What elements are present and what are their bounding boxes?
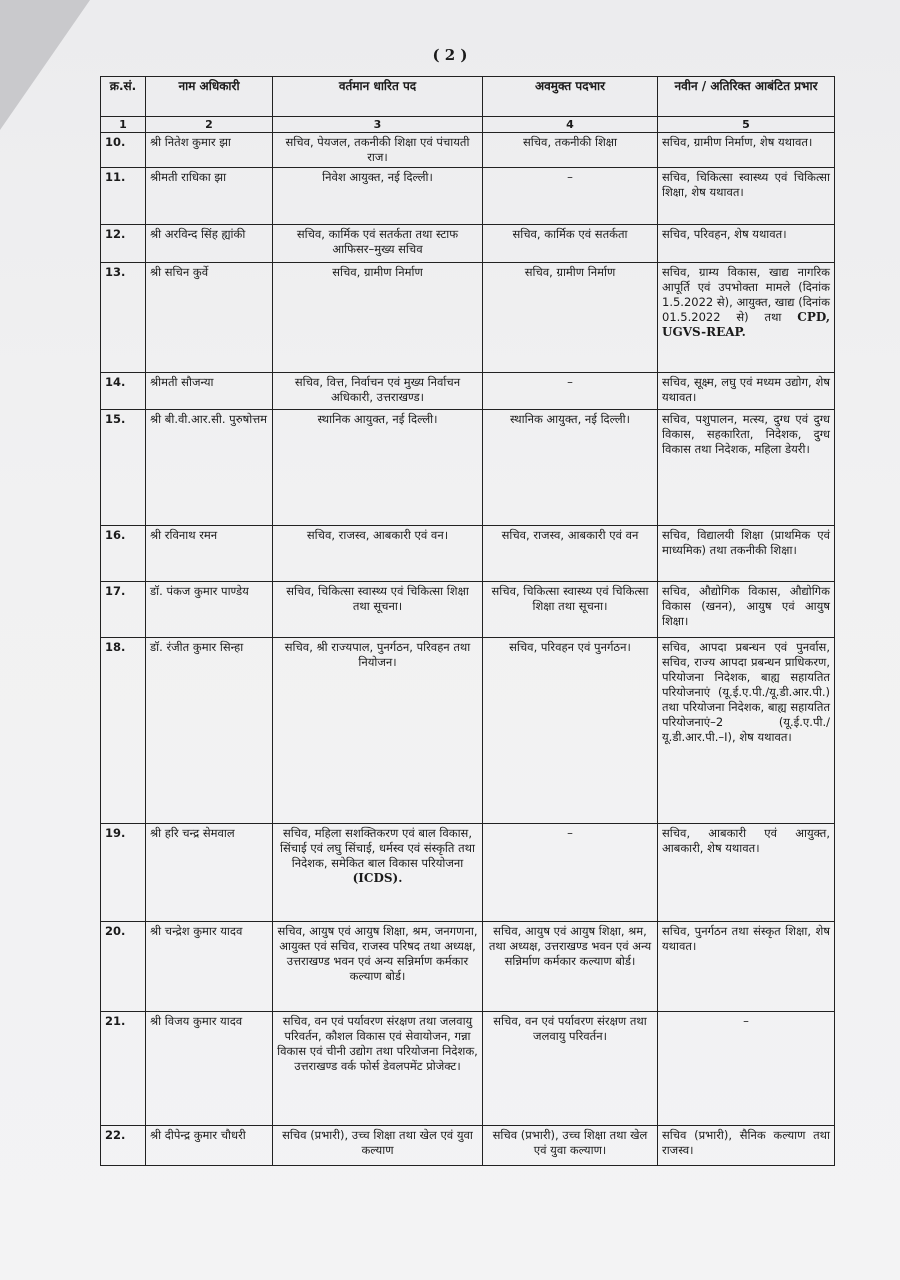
row-officer-name: श्री नितेश कुमार झा xyxy=(146,133,273,168)
row-sn: 10. xyxy=(101,133,146,168)
row-sn: 12. xyxy=(101,225,146,263)
row-current-post: सचिव, श्री राज्यपाल, पुनर्गठन, परिवहन तथा नियोजन। xyxy=(273,638,483,824)
row-current-post xyxy=(273,824,483,922)
column-number-row xyxy=(101,117,835,133)
row-officer-name: श्री सचिन कुर्वे xyxy=(146,263,273,373)
table-row xyxy=(101,1126,835,1166)
row-sn: 14. xyxy=(101,373,146,410)
row-relieved-charge: – xyxy=(483,824,658,922)
officer-allocation-table xyxy=(100,76,835,1166)
row-relieved-charge: सचिव (प्रभारी), उच्च शिक्षा तथा खेल एवं युवा कल्याण। xyxy=(483,1126,658,1166)
row-sn: 20. xyxy=(101,922,146,1012)
row-new-charge-bold: CPD, UGVS-REAP. xyxy=(662,310,831,339)
row-officer-name: श्री रविनाथ रमन xyxy=(146,526,273,582)
page-fold-shadow xyxy=(0,0,90,130)
table-row xyxy=(101,373,835,410)
row-officer-name: डॉ. रंजीत कुमार सिन्हा xyxy=(146,638,273,824)
row-officer-name: श्रीमती सौजन्या xyxy=(146,373,273,410)
table-row xyxy=(101,225,835,263)
row-current-post: सचिव, वित्त, निर्वाचन एवं मुख्य निर्वाचन अधिकारी, उत्तराखण्ड। xyxy=(273,373,483,410)
header-name: नाम अधिकारी xyxy=(146,77,273,117)
table-row xyxy=(101,263,835,373)
row-new-charge: सचिव, आपदा प्रबन्धन एवं पुनर्वास, सचिव, राज्य आपदा प्रबन्धन प्राधिकरण, परियोजना निदेशक, बाह्य सहायतित परियोजनाएं (यू.ई.ए.पी./यू.डी.आर.पी.) तथा परियोजना निदेशक, बाह्य सहायतित परियोजनाएं–2 (यू.ई.ए.पी./यू.डी.आर.पी.–I), शेष यथावत। xyxy=(658,638,835,824)
header-sn: क्र.सं. xyxy=(101,77,146,117)
row-relieved-charge: सचिव, वन एवं पर्यावरण संरक्षण तथा जलवायु परिवर्तन। xyxy=(483,1012,658,1126)
row-officer-name: श्री विजय कुमार यादव xyxy=(146,1012,273,1126)
row-current-post: सचिव, वन एवं पर्यावरण संरक्षण तथा जलवायु परिवर्तन, कौशल विकास एवं सेवायोजन, गन्ना विकास एवं चीनी उद्योग तथा परियोजना निदेशक, उत्तराखण्ड वर्क फोर्स डेवलपमेंट प्रोजेक्ट। xyxy=(273,1012,483,1126)
column-number: 5 xyxy=(658,117,835,133)
table-row xyxy=(101,582,835,638)
page-number: ( 2 ) xyxy=(432,46,468,64)
row-new-charge: सचिव, पुनर्गठन तथा संस्कृत शिक्षा, शेष यथावत। xyxy=(658,922,835,1012)
row-relieved-charge: सचिव, चिकित्सा स्वास्थ्य एवं चिकित्सा शिक्षा तथा सूचना। xyxy=(483,582,658,638)
row-current-post-text: सचिव, महिला सशक्तिकरण एवं बाल विकास, सिंचाई एवं लघु सिंचाई, धर्मस्व एवं संस्कृति तथा निदेशक, समेकित बाल विकास परियोजना xyxy=(279,826,475,870)
row-new-charge-text: सचिव, ग्राम्य विकास, खाद्य नागरिक आपूर्ति एवं उपभोक्ता मामले (दिनांक 1.5.2022 से), आयुक्त, खाद्य (दिनांक 01.5.2022 से) तथा xyxy=(662,265,830,324)
row-officer-name: श्री हरि चन्द्र सेमवाल xyxy=(146,824,273,922)
row-sn: 22. xyxy=(101,1126,146,1166)
header-current-post: वर्तमान धारित पद xyxy=(273,77,483,117)
row-new-charge: सचिव (प्रभारी), सैनिक कल्याण तथा राजस्व। xyxy=(658,1126,835,1166)
row-current-post: सचिव, ग्रामीण निर्माण xyxy=(273,263,483,373)
row-sn: 17. xyxy=(101,582,146,638)
row-officer-name: डॉ. पंकज कुमार पाण्डेय xyxy=(146,582,273,638)
header-new-charge: नवीन / अतिरिक्त आबंटित प्रभार xyxy=(658,77,835,117)
row-current-post: स्थानिक आयुक्त, नई दिल्ली। xyxy=(273,410,483,526)
row-current-post: सचिव, राजस्व, आबकारी एवं वन। xyxy=(273,526,483,582)
row-relieved-charge: सचिव, राजस्व, आबकारी एवं वन xyxy=(483,526,658,582)
row-officer-name: श्री अरविन्द सिंह ह्यांकी xyxy=(146,225,273,263)
row-new-charge xyxy=(658,263,835,373)
row-relieved-charge: सचिव, परिवहन एवं पुनर्गठन। xyxy=(483,638,658,824)
table-row xyxy=(101,1012,835,1126)
row-current-post: सचिव, आयुष एवं आयुष शिक्षा, श्रम, जनगणना, आयुक्त एवं सचिव, राजस्व परिषद तथा अध्यक्ष, उत्तराखण्ड भवन एवं अन्य सन्निर्माण कर्मकार कल्याण बोर्ड। xyxy=(273,922,483,1012)
row-new-charge: सचिव, ग्रामीण निर्माण, शेष यथावत। xyxy=(658,133,835,168)
row-officer-name: श्री चन्द्रेश कुमार यादव xyxy=(146,922,273,1012)
row-relieved-charge: सचिव, ग्रामीण निर्माण xyxy=(483,263,658,373)
column-number: 3 xyxy=(273,117,483,133)
table-row xyxy=(101,133,835,168)
row-officer-name: श्री दीपेन्द्र कुमार चौधरी xyxy=(146,1126,273,1166)
row-current-post: निवेश आयुक्त, नई दिल्ली। xyxy=(273,168,483,225)
row-current-post-bold: (ICDS). xyxy=(352,871,403,885)
row-officer-name: श्रीमती राधिका झा xyxy=(146,168,273,225)
row-relieved-charge: स्थानिक आयुक्त, नई दिल्ली। xyxy=(483,410,658,526)
header-relieved-charge: अवमुक्त पदभार xyxy=(483,77,658,117)
table-header-row xyxy=(101,77,835,117)
row-relieved-charge: सचिव, कार्मिक एवं सतर्कता xyxy=(483,225,658,263)
column-number: 2 xyxy=(146,117,273,133)
row-current-post: सचिव (प्रभारी), उच्च शिक्षा तथा खेल एवं युवा कल्याण xyxy=(273,1126,483,1166)
row-new-charge: सचिव, परिवहन, शेष यथावत। xyxy=(658,225,835,263)
row-new-charge: सचिव, पशुपालन, मत्स्य, दुग्ध एवं दुग्ध विकास, सहकारिता, निदेशक, दुग्ध विकास तथा निदेशक, महिला डेयरी। xyxy=(658,410,835,526)
row-new-charge: सचिव, सूक्ष्म, लघु एवं मध्यम उद्योग, शेष यथावत। xyxy=(658,373,835,410)
row-sn: 13. xyxy=(101,263,146,373)
row-new-charge: सचिव, विद्यालयी शिक्षा (प्राथमिक एवं माध्यमिक) तथा तकनीकी शिक्षा। xyxy=(658,526,835,582)
table-row xyxy=(101,922,835,1012)
row-sn: 16. xyxy=(101,526,146,582)
row-current-post: सचिव, चिकित्सा स्वास्थ्य एवं चिकित्सा शिक्षा तथा सूचना। xyxy=(273,582,483,638)
row-sn: 19. xyxy=(101,824,146,922)
row-current-post: सचिव, पेयजल, तकनीकी शिक्षा एवं पंचायती राज। xyxy=(273,133,483,168)
row-relieved-charge: सचिव, तकनीकी शिक्षा xyxy=(483,133,658,168)
row-sn: 18. xyxy=(101,638,146,824)
column-number: 1 xyxy=(101,117,146,133)
table-row xyxy=(101,638,835,824)
row-relieved-charge: – xyxy=(483,373,658,410)
row-sn: 15. xyxy=(101,410,146,526)
table-row xyxy=(101,168,835,225)
column-number: 4 xyxy=(483,117,658,133)
row-sn: 21. xyxy=(101,1012,146,1126)
row-relieved-charge: सचिव, आयुष एवं आयुष शिक्षा, श्रम, तथा अध्यक्ष, उत्तराखण्ड भवन एवं अन्य सन्निर्माण कर्मकार कल्याण बोर्ड। xyxy=(483,922,658,1012)
row-relieved-charge: – xyxy=(483,168,658,225)
table-row xyxy=(101,526,835,582)
table-row xyxy=(101,410,835,526)
row-new-charge: – xyxy=(658,1012,835,1126)
row-new-charge: सचिव, चिकित्सा स्वास्थ्य एवं चिकित्सा शिक्षा, शेष यथावत। xyxy=(658,168,835,225)
table-row xyxy=(101,824,835,922)
row-new-charge: सचिव, आबकारी एवं आयुक्त, आबकारी, शेष यथावत। xyxy=(658,824,835,922)
row-new-charge: सचिव, औद्योगिक विकास, औद्योगिक विकास (खनन), आयुष एवं आयुष शिक्षा। xyxy=(658,582,835,638)
row-sn: 11. xyxy=(101,168,146,225)
row-officer-name: श्री बी.वी.आर.सी. पुरुषोत्तम xyxy=(146,410,273,526)
row-current-post: सचिव, कार्मिक एवं सतर्कता तथा स्टाफ आफिसर–मुख्य सचिव xyxy=(273,225,483,263)
